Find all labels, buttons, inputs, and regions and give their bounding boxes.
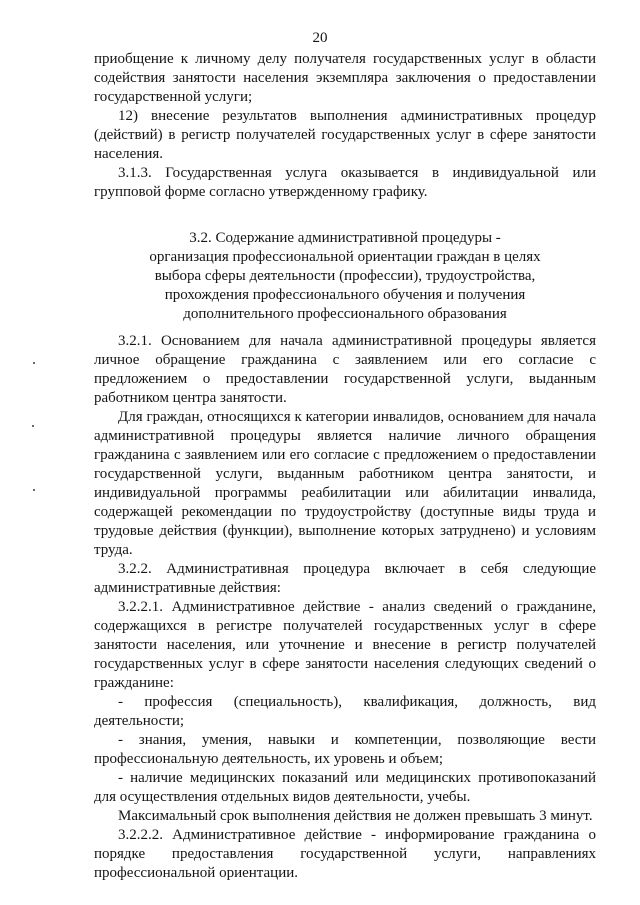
list-item-profession: - профессия (специальность), квалификация, должность, вид деятельности; <box>94 694 596 729</box>
paragraph-3-2-2-1: 3.2.2.1. Административное действие - анализ сведений о гражданине, содержащихся в регистре получателей государственных услуг в сфере занятости населения, или уточнение и внесение в регистр получателей государственных услуг в сфере занятости населения следующих сведений о гражданине: <box>94 599 596 691</box>
scan-speck <box>33 362 35 364</box>
list-item-skills: - знания, умения, навыки и компетенции, позволяющие вести профессиональную деятельность, их уровень и объем; <box>94 732 596 767</box>
paragraph-3-2-1: 3.2.1. Основанием для начала административной процедуры является личное обращение гражданина с заявлением или его согласие с предложением о предоставлении государственной услуги, выданным работником центра занятости. <box>94 333 596 406</box>
scan-speck <box>33 489 35 491</box>
scan-speck <box>32 425 34 427</box>
heading-line: дополнительного профессионального образования <box>183 306 507 322</box>
section-3-1-continuation <box>94 50 596 202</box>
section-heading-3-2 <box>94 229 596 324</box>
heading-line: 3.2. Содержание административной процедуры - <box>189 230 501 246</box>
section-3-2-body <box>94 332 596 883</box>
paragraph-3-2-2-2: 3.2.2.2. Административное действие - информирование гражданина о порядке предоставления государственной услуги, направлениях профессиональной ориентации. <box>94 827 596 881</box>
paragraph-disabled-citizens: Для граждан, относящихся к категории инвалидов, основанием для начала административной процедуры является наличие личного обращения гражданина с заявлением или его согласие с предложением о предоставлении государственной услуги, выданным работником центра занятости, и индивидуальной программы реабилитации или абилитации инвалида, содержащей рекомендации по трудоустройству (доступные виды труда и трудовые действия (функции), выполнение которых затруднено) и условиям труда. <box>94 409 596 558</box>
list-item-medical: - наличие медицинских показаний или медицинских противопоказаний для осуществления отдельных видов деятельности, учебы. <box>94 770 596 805</box>
heading-line: прохождения профессионального обучения и получения <box>164 287 526 303</box>
heading-line: организация профессиональной ориентации граждан в целях <box>149 249 541 265</box>
paragraph-max-duration: Максимальный срок выполнения действия не должен превышать 3 минут. <box>118 808 593 824</box>
paragraph-item-12: 12) внесение результатов выполнения административных процедур (действий) в регистр получателей государственных услуг в сфере занятости населения. <box>94 108 596 162</box>
page-number: 20 <box>312 30 328 46</box>
paragraph-3-2-2: 3.2.2. Административная процедура включает в себя следующие административные действия: <box>94 561 596 596</box>
paragraph-3-1-3: 3.1.3. Государственная услуга оказывается в индивидуальной или групповой форме согласно утвержденному графику. <box>94 165 596 200</box>
paragraph-attach-conclusion: приобщение к личному делу получателя государственных услуг в области содействия занятости населения экземпляра заключения о предоставлении государственной услуги; <box>94 51 596 105</box>
heading-line: выбора сферы деятельности (профессии), трудоустройства, <box>154 268 536 284</box>
